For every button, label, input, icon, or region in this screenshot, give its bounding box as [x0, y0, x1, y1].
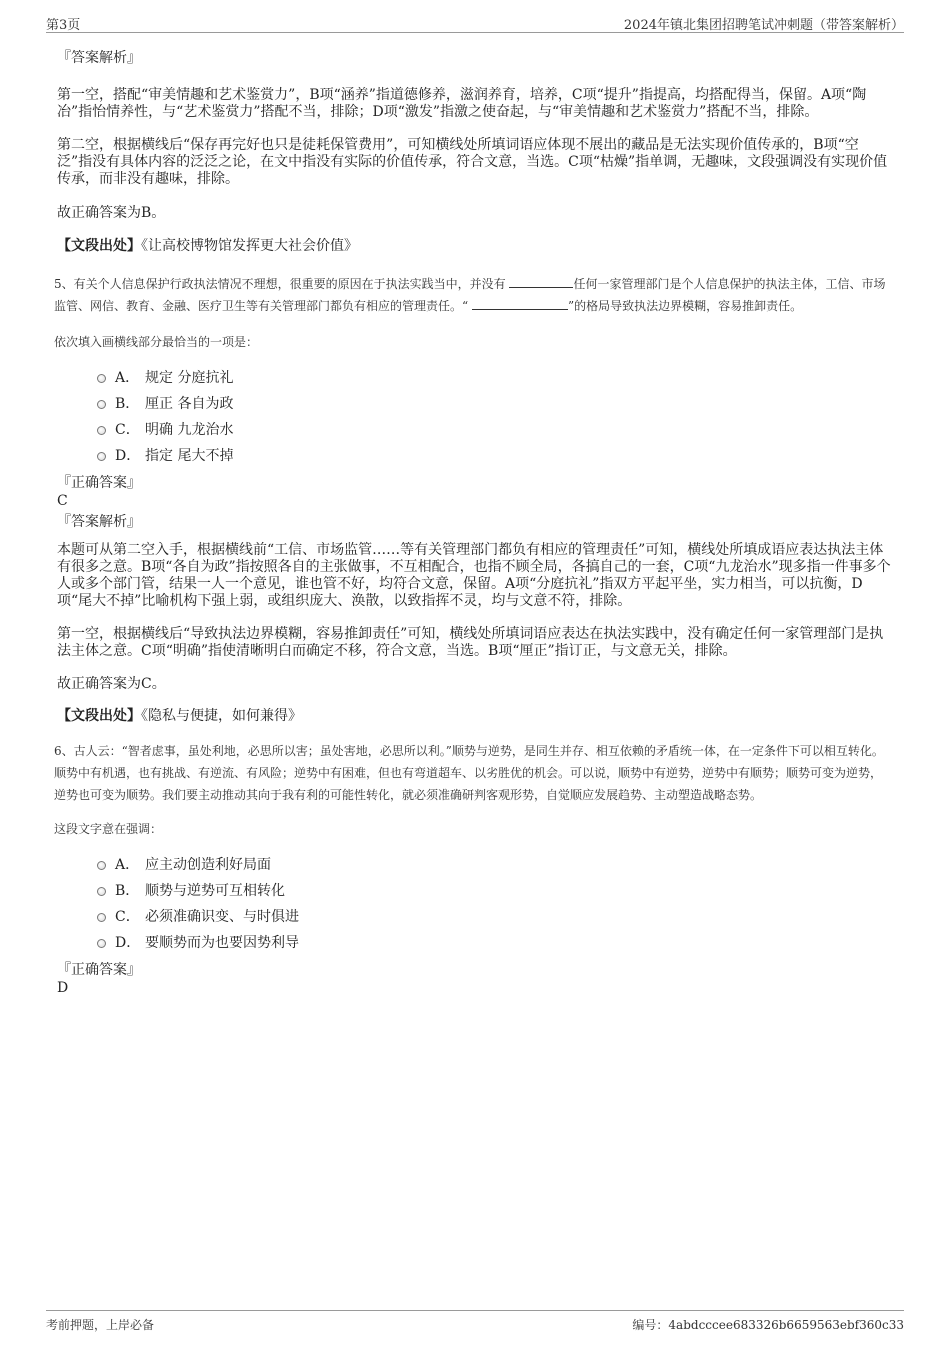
q5-stem-part2: 任何一家管理部门是个人信息保护的执法主体，工信、市场监管、网信、教育、金融、医疗卫生等有关管理部门都负有相应的管理责任。“ [54, 277, 886, 313]
option-text: 明确 九龙治水 [145, 422, 234, 438]
q5-option-c[interactable] [57, 417, 893, 443]
option-letter: A． [115, 370, 140, 386]
document-title: 2024年镇北集团招聘笔试冲刺题（带答案解析） [623, 18, 904, 33]
option-letter: B． [115, 396, 140, 412]
q4-analysis-paragraph-2: 第二空，根据横线后“保存再完好也只是徒耗保管费用”，可知横线处所填词语应体现不展出的藏品是无法实现价值传承的，B项“空泛”指没有具体内容的泛泛之论，在文中指没有实际的价值传承，符合文意，当选。C项“枯燥”指单调，无趣味，文段强调没有实现价值传承，而非没有趣味，排除。 [57, 137, 888, 187]
option-letter: C． [115, 909, 140, 925]
option-letter: B． [115, 883, 140, 899]
q4-source-text: 《让高校博物馆发挥更大社会价值》 [141, 238, 358, 254]
q5-stem-part3: ”的格局导致执法边界模糊，容易推卸责任。 [567, 299, 803, 313]
q6-answer-label: 『正确答案』 [57, 962, 141, 978]
q4-source-tag: 【文段出处】 [57, 238, 141, 254]
q4-analysis-label: 『答案解析』 [57, 50, 141, 66]
q4-conclusion: 故正确答案为B。 [57, 205, 166, 221]
q5-option-a[interactable] [57, 365, 893, 391]
option-letter: A． [115, 857, 140, 873]
q6-answer: D [57, 980, 69, 996]
page-footer [46, 1310, 904, 1335]
q6-prompt: 这段文字意在强调： [54, 822, 163, 836]
q5-answer: C [57, 493, 68, 509]
option-text: 厘正 各自为政 [145, 396, 234, 412]
page-header [46, 12, 904, 33]
q5-option-d[interactable] [57, 443, 893, 469]
option-letter: D． [115, 448, 141, 464]
option-text: 必须准确识变、与时俱进 [145, 909, 299, 925]
option-letter: D． [115, 935, 141, 951]
q5-options [57, 365, 893, 469]
q5-blank-2 [472, 296, 568, 310]
q4-source [57, 236, 893, 256]
radio-icon[interactable] [97, 452, 106, 461]
radio-icon[interactable] [97, 887, 106, 896]
q6-option-a[interactable] [57, 852, 893, 878]
q6-stem: 6、古人云：“智者虑事，虽处利地，必思所以害；虽处害地，必思所以利。”顺势与逆势，是同生并存、相互依赖的矛盾统一体，在一定条件下可以相互转化。顺势中有机遇，也有挑战、有逆流、有风险；逆势中有困难，但也有弯道超车、以劣胜优的机会。可以说，顺势中有逆势，逆势中有顺势；顺势可变为逆势，逆势也可变为顺势。我们要主动推动其向于我有利的可能性转化，就必须准确研判客观形势，自觉顺应发展趋势、主动塑造战略态势。 [54, 744, 884, 802]
q5-conclusion: 故正确答案为C。 [57, 676, 166, 692]
q5-analysis-label: 『答案解析』 [57, 514, 141, 530]
q5-blank-1 [509, 274, 573, 288]
radio-icon[interactable] [97, 861, 106, 870]
radio-icon[interactable] [97, 374, 106, 383]
q5-prompt: 依次填入画横线部分最恰当的一项是： [54, 335, 259, 349]
page-number: 第3页 [46, 18, 81, 33]
option-text: 应主动创造利好局面 [145, 857, 271, 873]
q5-stem-part1: 5、有关个人信息保护行政执法情况不理想，很重要的原因在于执法实践当中，并没有 [54, 277, 510, 291]
footer-slogan: 考前押题，上岸必备 [46, 1318, 155, 1332]
q5-analysis-paragraph-2: 第一空，根据横线后“导致执法边界模糊，容易推卸责任”可知，横线处所填词语应表达在执法实践中，没有确定任何一家管理部门是执法主体之意。C项“明确”指使清晰明白而确定不移，符合文意，当选。B项“厘正”指订正，与文意无关，排除。 [57, 626, 884, 659]
q5-answer-label: 『正确答案』 [57, 475, 141, 491]
q6-option-b[interactable] [57, 878, 893, 904]
document-code: 编号：4abdcccee683326b6659563ebf360c33 [632, 1318, 904, 1332]
q5-source-tag: 【文段出处】 [57, 708, 141, 724]
q6-option-d[interactable] [57, 930, 893, 956]
option-text: 要顺势而为也要因势利导 [145, 935, 299, 951]
option-text: 顺势与逆势可互相转化 [145, 883, 285, 899]
radio-icon[interactable] [97, 913, 106, 922]
q5-source [57, 706, 893, 726]
q5-stem [54, 273, 893, 317]
q6-options [57, 852, 893, 956]
radio-icon[interactable] [97, 426, 106, 435]
option-text: 规定 分庭抗礼 [145, 370, 234, 386]
q5-source-text: 《隐私与便捷，如何兼得》 [141, 708, 302, 724]
page-content [54, 42, 893, 997]
option-letter: C． [115, 422, 140, 438]
radio-icon[interactable] [97, 400, 106, 409]
q5-analysis-paragraph-1: 本题可从第二空入手，根据横线前“工信、市场监管……等有关管理部门都负有相应的管理责任”可知，横线处所填成语应表达执法主体有很多之意。B项“各自为政”指按照各自的主张做事，不互相配合，也指不顾全局，各搞自己的一套，C项“九龙治水”现多指一件事多个人或多个部门管，结果一人一个意见，谁也管不好，均符合文意，保留。A项“分庭抗礼”指双方平起平坐，实力相当，可以抗衡，D项“尾大不掉”比喻机构下强上弱，或组织庞大、涣散，以致指挥不灵，均与文意不符，排除。 [57, 542, 891, 609]
option-text: 指定 尾大不掉 [145, 448, 234, 464]
q5-option-b[interactable] [57, 391, 893, 417]
q6-option-c[interactable] [57, 904, 893, 930]
radio-icon[interactable] [97, 939, 106, 948]
q4-analysis-paragraph-1: 第一空，搭配“审美情趣和艺术鉴赏力”，B项“涵养”指道德修养，滋润养育，培养，C项“提升”指提高，均搭配得当，保留。A项“陶冶”指怡情养性，与“艺术鉴赏力”搭配不当，排除；D项“激发”指激之使奋起，与“审美情趣和艺术鉴赏力”搭配不当，排除。 [57, 87, 867, 120]
